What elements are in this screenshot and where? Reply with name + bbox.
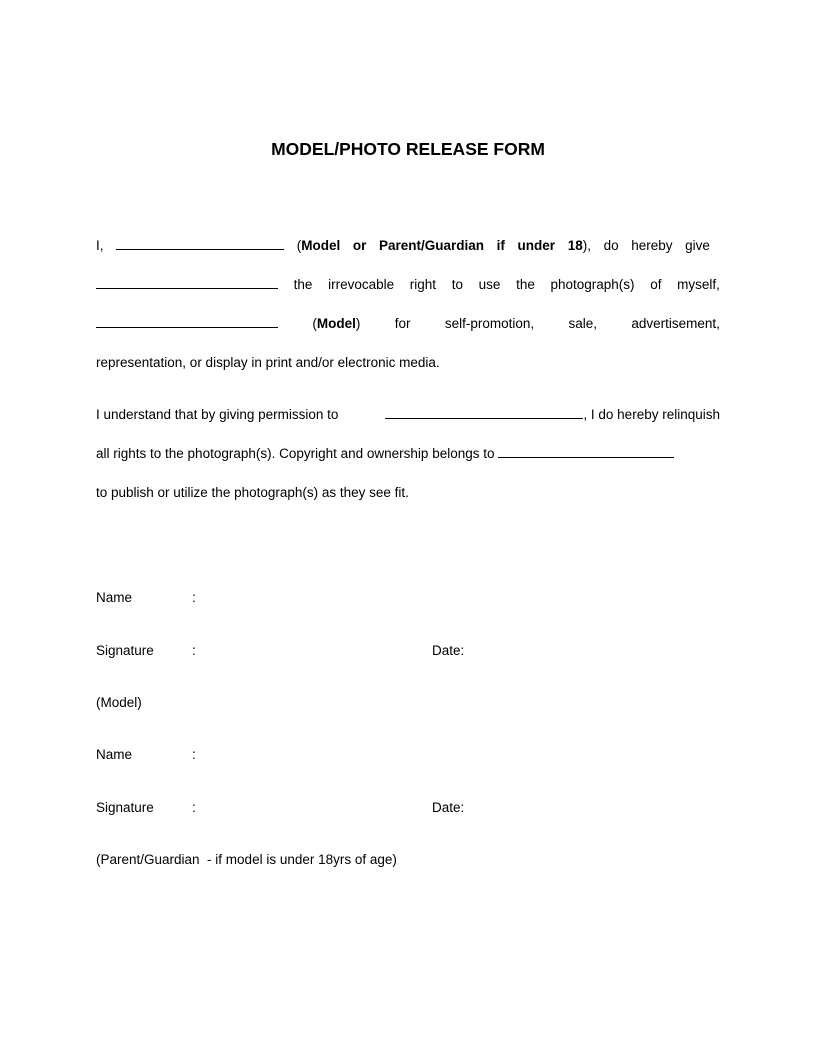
blank-line-model[interactable]	[96, 314, 278, 328]
paragraph2-line2: all rights to the photograph(s). Copyright and ownership belongs to	[96, 444, 720, 464]
model-signature-label: Signature	[96, 643, 154, 658]
blank-line-name[interactable]	[116, 236, 284, 250]
guardian-name-label: Name	[96, 747, 133, 762]
paragraph1-line2: the irrevocable right to use the photograph(s) of myself,	[96, 275, 720, 295]
paragraph1-line4: representation, or display in print and/or electronic media.	[96, 355, 440, 370]
model-note: (Model)	[96, 695, 142, 710]
guardian-signature-label: Signature	[96, 800, 154, 815]
model-name-colon: :	[192, 590, 196, 605]
model-date-label: Date:	[432, 643, 465, 658]
guardian-signature-colon: :	[192, 800, 196, 815]
model-signature-colon: :	[192, 643, 196, 658]
guardian-name-colon: :	[192, 747, 196, 762]
model-name-label: Name	[96, 590, 133, 605]
page-title: MODEL/PHOTO RELEASE FORM	[271, 139, 545, 159]
blank-line-grantee[interactable]	[96, 275, 278, 289]
paragraph2-line3: to publish or utilize the photograph(s) as they see fit.	[96, 485, 409, 500]
paragraph1-line3: (Model) for self-promotion, sale, advertisement,	[96, 314, 720, 334]
blank-line-owner[interactable]	[498, 444, 674, 458]
paragraph2-line1: I understand that by giving permission to , I do hereby relinquish	[96, 407, 720, 422]
paragraph1-line1: I, (Model or Parent/Guardian if under 18), do hereby give	[96, 238, 710, 253]
guardian-date-label: Date:	[432, 800, 465, 815]
blank-line-permission[interactable]	[385, 405, 583, 419]
guardian-note: (Parent/Guardian - if model is under 18yrs of age)	[96, 852, 397, 867]
